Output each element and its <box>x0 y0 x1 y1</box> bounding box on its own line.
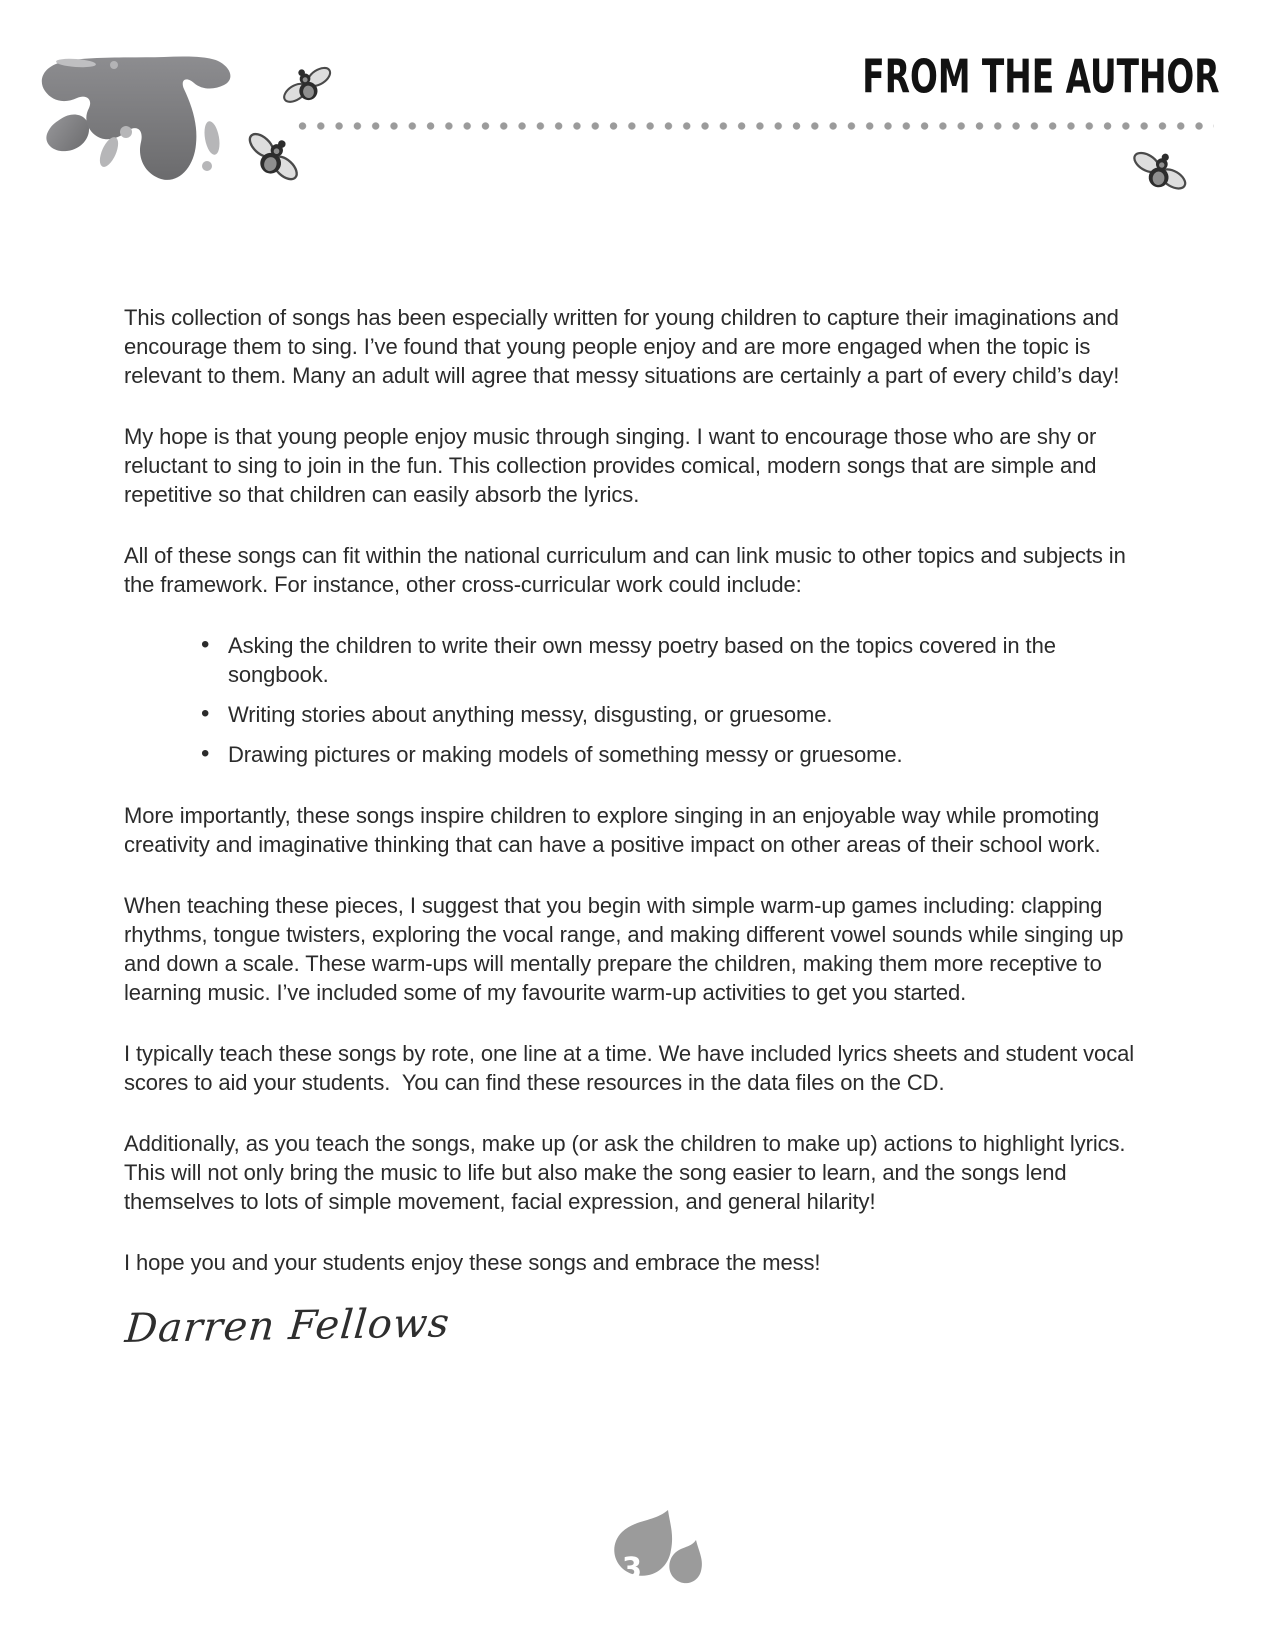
paragraph-2: My hope is that young people enjoy music through singing. I want to encourage those who are shy or reluctant to sing to join in the fun. This collection provides comical, modern songs that are simple and repetitive so that children can easily absorb the lyrics. <box>124 424 1103 507</box>
cross-curricular-list <box>124 631 1162 769</box>
letter-body <box>123 303 1162 1352</box>
dotted-divider-icon <box>298 121 1214 131</box>
paragraph-7: Additionally, as you teach the songs, make up (or ask the children to make up) actions to highlight lyrics. This will not only bring the music to life but also make the song easier to learn, and the songs lend themselves to lots of simple movement, facial expression, and general hilarity! <box>124 1131 1132 1214</box>
page-number: 3 <box>621 1551 643 1585</box>
paragraph-3: All of these songs can fit within the national curriculum and can link music to other topics and subjects in the framework. For instance, other cross-curricular work could include: <box>124 543 1132 597</box>
paragraph-6: I typically teach these songs by rote, one line at a time. We have included lyrics sheets and student vocal scores to aid your students. You can find these resources in the data files on the CD. <box>124 1041 1141 1095</box>
paint-splat-icon <box>14 52 266 194</box>
bullet-item-1: • Asking the children to write their own messy poetry based on the topics covered in the songbook. <box>228 631 1132 689</box>
fly-icon <box>1121 142 1198 203</box>
bullet-item-2: • Writing stories about anything messy, disgusting, or gruesome. <box>228 700 1132 729</box>
author-signature: Darren Fellows <box>123 1300 452 1352</box>
paragraph-1: This collection of songs has been especially written for young children to capture their imaginations and encourage them to sing. I’ve found that young people enjoy and are more engaged when the topic is relevant to them. Many an adult will agree that messy situations are certainly a part of every child’s day! <box>124 305 1125 388</box>
page-title: FROM THE AUTHOR <box>862 50 1220 104</box>
bullet-item-3: • Drawing pictures or making models of something messy or gruesome. <box>228 740 1132 769</box>
paragraph-4: More importantly, these songs inspire children to explore singing in an enjoyable way while promoting creativity and imaginative thinking that can have a positive impact on other areas of their school work. <box>124 803 1106 857</box>
paragraph-8: I hope you and your students enjoy these songs and embrace the mess! <box>124 1250 821 1275</box>
fly-icon <box>275 58 339 116</box>
paragraph-5: When teaching these pieces, I suggest that you begin with simple warm-up games including: clapping rhythms, tongue twisters, exploring the vocal range, and making different vowel sounds while singing up and down a scale. These warm-ups will mentally prepare the children, making them more receptive to learning music. I’ve included some of my favourite warm-up activities to get you started. <box>124 893 1130 1005</box>
